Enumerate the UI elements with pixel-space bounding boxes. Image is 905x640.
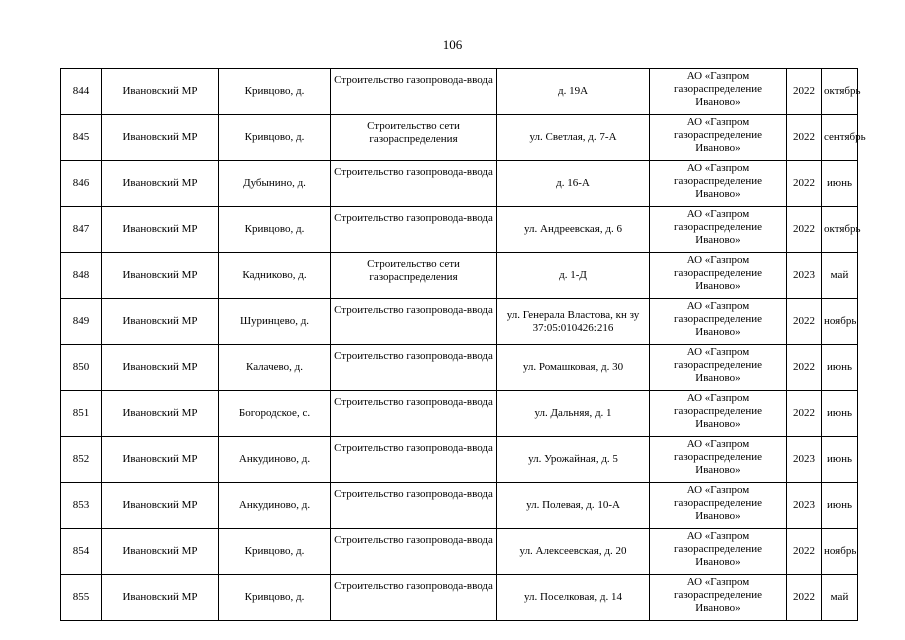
locality-cell: Богородское, с. — [219, 391, 331, 437]
row-number: 848 — [61, 253, 102, 299]
district-cell: Ивановский МР — [102, 391, 219, 437]
row-number: 851 — [61, 391, 102, 437]
year-cell: 2023 — [787, 253, 822, 299]
table-row — [61, 529, 858, 575]
address-cell: д. 16-А — [497, 161, 650, 207]
month-cell: ноябрь — [822, 529, 858, 575]
year-cell: 2023 — [787, 483, 822, 529]
table-row — [61, 207, 858, 253]
table-row — [61, 253, 858, 299]
address-cell: ул. Алексеевская, д. 20 — [497, 529, 650, 575]
row-number: 852 — [61, 437, 102, 483]
organization-cell: АО «Газпром газораспределение Иваново» — [650, 115, 787, 161]
organization-cell: АО «Газпром газораспределение Иваново» — [650, 161, 787, 207]
locality-cell: Кадниково, д. — [219, 253, 331, 299]
district-cell: Ивановский МР — [102, 299, 219, 345]
organization-cell: АО «Газпром газораспределение Иваново» — [650, 345, 787, 391]
table-row — [61, 345, 858, 391]
work-type-cell: Строительство газопровода-ввода — [331, 207, 497, 253]
locality-cell: Кривцово, д. — [219, 575, 331, 621]
row-number: 850 — [61, 345, 102, 391]
month-cell: октябрь — [822, 207, 858, 253]
address-cell: д. 19А — [497, 69, 650, 115]
year-cell: 2023 — [787, 437, 822, 483]
year-cell: 2022 — [787, 299, 822, 345]
row-number: 849 — [61, 299, 102, 345]
year-cell: 2022 — [787, 391, 822, 437]
month-cell: ноябрь — [822, 299, 858, 345]
row-number: 846 — [61, 161, 102, 207]
locality-cell: Дубынино, д. — [219, 161, 331, 207]
year-cell: 2022 — [787, 207, 822, 253]
locality-cell: Анкудиново, д. — [219, 437, 331, 483]
organization-cell: АО «Газпром газораспределение Иваново» — [650, 575, 787, 621]
district-cell: Ивановский МР — [102, 483, 219, 529]
row-number: 854 — [61, 529, 102, 575]
row-number: 855 — [61, 575, 102, 621]
work-type-cell: Строительство газопровода-ввода — [331, 161, 497, 207]
locality-cell: Кривцово, д. — [219, 207, 331, 253]
table-row — [61, 575, 858, 621]
row-number: 844 — [61, 69, 102, 115]
address-cell: ул. Дальняя, д. 1 — [497, 391, 650, 437]
month-cell: июнь — [822, 391, 858, 437]
district-cell: Ивановский МР — [102, 115, 219, 161]
district-cell: Ивановский МР — [102, 437, 219, 483]
locality-cell: Кривцово, д. — [219, 529, 331, 575]
month-cell: июнь — [822, 345, 858, 391]
locality-cell: Кривцово, д. — [219, 115, 331, 161]
locality-cell: Шуринцево, д. — [219, 299, 331, 345]
gasification-table — [60, 68, 866, 621]
row-number: 845 — [61, 115, 102, 161]
address-cell: ул. Андреевская, д. 6 — [497, 207, 650, 253]
page-number: 106 — [442, 37, 463, 52]
month-cell: июнь — [822, 161, 858, 207]
work-type-cell: Строительство сети газораспределения — [331, 253, 497, 299]
table-row — [61, 483, 858, 529]
month-cell: октябрь — [822, 69, 858, 115]
organization-cell: АО «Газпром газораспределение Иваново» — [650, 529, 787, 575]
organization-cell: АО «Газпром газораспределение Иваново» — [650, 299, 787, 345]
table-row — [61, 437, 858, 483]
row-number: 847 — [61, 207, 102, 253]
month-cell: июнь — [822, 437, 858, 483]
address-cell: ул. Светлая, д. 7-А — [497, 115, 650, 161]
work-type-cell: Строительство газопровода-ввода — [331, 529, 497, 575]
address-cell: ул. Ромашковая, д. 30 — [497, 345, 650, 391]
table-row — [61, 299, 858, 345]
work-type-cell: Строительство сети газораспределения — [331, 115, 497, 161]
year-cell: 2022 — [787, 115, 822, 161]
year-cell: 2022 — [787, 575, 822, 621]
work-type-cell: Строительство газопровода-ввода — [331, 437, 497, 483]
district-cell: Ивановский МР — [102, 345, 219, 391]
year-cell: 2022 — [787, 161, 822, 207]
year-cell: 2022 — [787, 69, 822, 115]
organization-cell: АО «Газпром газораспределение Иваново» — [650, 69, 787, 115]
district-cell: Ивановский МР — [102, 529, 219, 575]
address-cell: ул. Полевая, д. 10-А — [497, 483, 650, 529]
month-cell: июнь — [822, 483, 858, 529]
address-cell: ул. Поселковая, д. 14 — [497, 575, 650, 621]
district-cell: Ивановский МР — [102, 161, 219, 207]
organization-cell: АО «Газпром газораспределение Иваново» — [650, 253, 787, 299]
district-cell: Ивановский МР — [102, 575, 219, 621]
address-cell: д. 1-Д — [497, 253, 650, 299]
work-type-cell: Строительство газопровода-ввода — [331, 391, 497, 437]
work-type-cell: Строительство газопровода-ввода — [331, 575, 497, 621]
month-cell: май — [822, 575, 858, 621]
locality-cell: Анкудиново, д. — [219, 483, 331, 529]
district-cell: Ивановский МР — [102, 207, 219, 253]
table-row — [61, 161, 858, 207]
locality-cell: Калачево, д. — [219, 345, 331, 391]
year-cell: 2022 — [787, 529, 822, 575]
organization-cell: АО «Газпром газораспределение Иваново» — [650, 437, 787, 483]
year-cell: 2022 — [787, 345, 822, 391]
row-number: 853 — [61, 483, 102, 529]
organization-cell: АО «Газпром газораспределение Иваново» — [650, 391, 787, 437]
organization-cell: АО «Газпром газораспределение Иваново» — [650, 207, 787, 253]
table-body — [61, 69, 866, 621]
table-row — [61, 391, 858, 437]
organization-cell: АО «Газпром газораспределение Иваново» — [650, 483, 787, 529]
work-type-cell: Строительство газопровода-ввода — [331, 483, 497, 529]
address-cell: ул. Урожайная, д. 5 — [497, 437, 650, 483]
address-cell: ул. Генерала Властова, кн зу 37:05:010426:216 — [497, 299, 650, 345]
work-type-cell: Строительство газопровода-ввода — [331, 69, 497, 115]
table-row — [61, 115, 858, 161]
district-cell: Ивановский МР — [102, 69, 219, 115]
work-type-cell: Строительство газопровода-ввода — [331, 299, 497, 345]
month-cell: май — [822, 253, 858, 299]
locality-cell: Кривцово, д. — [219, 69, 331, 115]
table-row — [61, 69, 858, 115]
month-cell: сентябрь — [822, 115, 858, 161]
district-cell: Ивановский МР — [102, 253, 219, 299]
work-type-cell: Строительство газопровода-ввода — [331, 345, 497, 391]
